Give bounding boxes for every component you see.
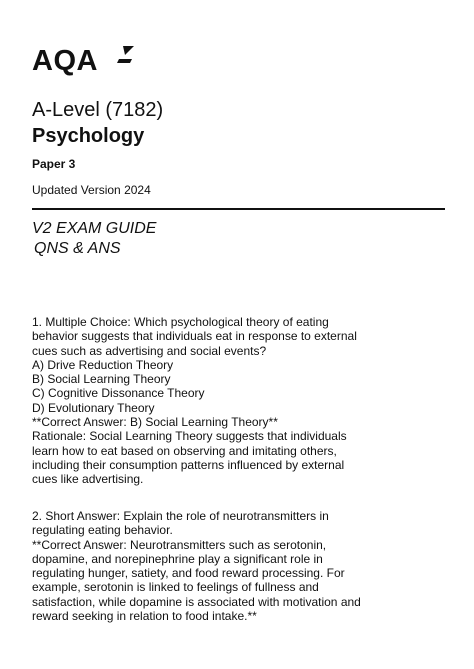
text-line: cues such as advertising and social events? bbox=[32, 343, 267, 358]
logo-text: AQA bbox=[32, 45, 98, 77]
rationale-line: learn how to eat based on observing and imitating others, bbox=[32, 443, 337, 458]
text-line: 1. Multiple Choice: Which psychological theory of eating bbox=[32, 315, 329, 329]
answer-line: reward seeking in relation to food intake.** bbox=[32, 609, 257, 624]
qualification-level: A-Level (7182) bbox=[32, 99, 164, 121]
correct-answer: **Correct Answer: B) Social Learning Theory** bbox=[32, 415, 278, 430]
option-b: B) Social Learning Theory bbox=[32, 372, 171, 387]
rationale-line: Rationale: Social Learning Theory suggests that individuals bbox=[32, 429, 347, 444]
answer-line: **Correct Answer: Neurotransmitters such as serotonin, bbox=[32, 537, 327, 552]
question-2 bbox=[32, 509, 452, 623]
option-c: C) Cognitive Dissonance Theory bbox=[32, 386, 205, 401]
guide-title: V2 EXAM GUIDE bbox=[32, 220, 157, 237]
rationale-line: cues like advertising. bbox=[32, 472, 144, 487]
option-d: D) Evolutionary Theory bbox=[32, 400, 155, 415]
answer-line: dopamine, and norepinephrine play a significant role in bbox=[32, 551, 323, 566]
answer-line: satisfaction, while dopamine is associated with motivation and bbox=[32, 594, 361, 609]
guide-subtitle: QNS & ANS bbox=[34, 240, 121, 257]
paper-label: Paper 3 bbox=[32, 157, 76, 171]
aqa-swoosh-icon bbox=[114, 46, 134, 64]
aqa-logo bbox=[32, 44, 98, 78]
divider bbox=[32, 208, 445, 210]
text-line: 2. Short Answer: Explain the role of neurotransmitters in bbox=[32, 509, 329, 523]
question-1 bbox=[32, 315, 452, 487]
text-line: regulating eating behavior. bbox=[32, 523, 173, 538]
option-a: A) Drive Reduction Theory bbox=[32, 357, 174, 372]
rationale-line: including their consumption patterns influenced by external bbox=[32, 457, 345, 472]
subject-title: Psychology bbox=[32, 125, 145, 147]
answer-line: example, serotonin is linked to feelings of fullness and bbox=[32, 580, 319, 595]
version-label: Updated Version 2024 bbox=[32, 183, 151, 197]
answer-line: regulating hunger, satiety, and food reward processing. For bbox=[32, 566, 345, 581]
text-line: behavior suggests that individuals eat in response to external bbox=[32, 329, 357, 344]
